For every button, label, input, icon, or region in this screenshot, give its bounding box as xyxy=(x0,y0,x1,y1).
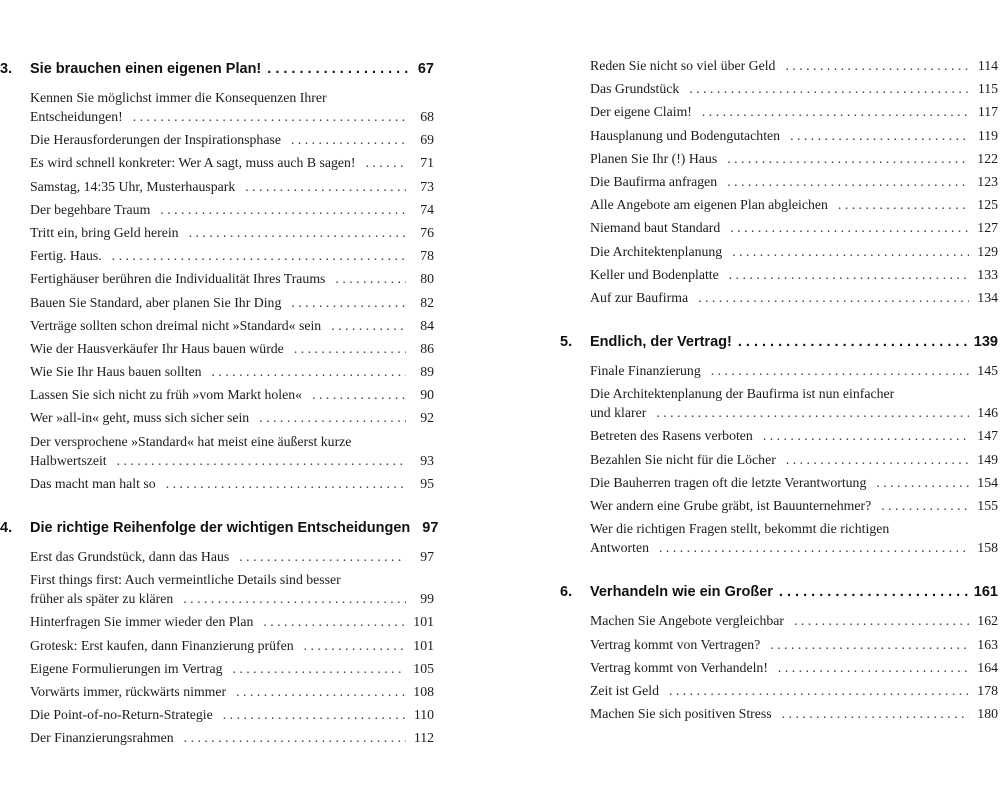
section-gap xyxy=(560,311,998,329)
entry-row xyxy=(590,473,998,492)
chapter-number: 6. xyxy=(560,584,573,601)
entry-row xyxy=(590,450,998,469)
dot-leader xyxy=(160,200,406,219)
entry-row xyxy=(30,177,434,196)
dot-leader xyxy=(838,195,969,214)
toc-entry xyxy=(30,88,434,126)
entry-title-line: Der begehbare Traum xyxy=(30,201,151,217)
entry-row xyxy=(30,339,434,358)
entry-title-line: Reden Sie nicht so viel über Geld xyxy=(590,58,776,73)
dot-leader xyxy=(189,223,406,242)
chapter-number: 3. xyxy=(0,61,13,77)
entry-title-line: Bauen Sie Standard, aber planen Sie Ihr Ding xyxy=(30,294,282,310)
toc-entry xyxy=(590,149,998,168)
entry-title-line: Der eigene Claim! xyxy=(590,104,692,120)
toc-entry xyxy=(30,130,434,149)
entry-row xyxy=(30,589,434,608)
entry-row xyxy=(590,496,998,515)
entry-row xyxy=(590,102,998,121)
toc-entry xyxy=(30,659,434,678)
entry-title-line: Bezahlen Sie nicht für die Löcher xyxy=(590,451,776,467)
toc-entry xyxy=(590,218,998,237)
dot-leader xyxy=(263,612,405,631)
toc-entry xyxy=(590,519,998,557)
dot-leader xyxy=(786,450,969,469)
entry-page-number: 80 xyxy=(420,271,434,287)
entry-title-line: Wer die richtigen Fragen stellt, bekommt die richtigen xyxy=(590,521,890,537)
entry-title-line: Halbwertszeit xyxy=(30,452,107,468)
entry-page-number: 78 xyxy=(420,248,434,264)
section-gap xyxy=(560,561,998,579)
entry-title-line: Eigene Formulierungen im Vertrag xyxy=(30,660,223,676)
entry-title-line: Die Architektenplanung xyxy=(590,243,723,259)
entry-row xyxy=(30,705,434,724)
toc-right-column xyxy=(560,56,998,727)
toc-entry xyxy=(30,547,434,566)
entry-page-number: 145 xyxy=(977,363,998,379)
entry-row xyxy=(590,56,998,75)
entry-page-number: 69 xyxy=(420,132,434,148)
dot-leader xyxy=(211,362,406,381)
toc-entry xyxy=(590,681,998,700)
entry-title-line: Niemand baut Standard xyxy=(590,220,721,236)
toc-entry xyxy=(590,473,998,492)
entry-title-line: Fertig. Haus. xyxy=(30,248,102,264)
entry-page-number: 112 xyxy=(413,730,434,746)
entry-title-line: Wer »all-in« geht, muss sich sicher sein xyxy=(30,410,250,426)
entry-row xyxy=(590,361,998,380)
dot-leader xyxy=(732,242,969,261)
entry-title-line: Hinterfragen Sie immer wieder den Plan xyxy=(30,614,254,630)
entry-title-line: Alle Angebote am eigenen Plan abgleichen xyxy=(590,197,828,213)
dot-leader xyxy=(259,408,406,427)
toc-entry xyxy=(30,474,434,493)
toc-entry xyxy=(590,79,998,98)
toc-entry xyxy=(30,269,434,288)
toc-entry xyxy=(590,288,998,307)
entry-row xyxy=(30,385,434,404)
entry-row xyxy=(30,636,434,655)
entry-page-number: 122 xyxy=(977,150,998,166)
entry-page-number: 178 xyxy=(977,682,998,698)
entry-page-number: 158 xyxy=(977,540,998,556)
dot-leader xyxy=(689,79,970,98)
dot-leader xyxy=(659,538,969,557)
entry-page-number: 155 xyxy=(977,498,998,513)
entry-page-number: 101 xyxy=(413,637,434,653)
entry-title-line: Vertrag kommt von Vertragen? xyxy=(590,636,761,652)
entry-title-line: Der Finanzierungsrahmen xyxy=(30,730,174,746)
entry-title-line: Erst das Grundstück, dann das Haus xyxy=(30,549,230,564)
entry-page-number: 164 xyxy=(977,659,998,675)
entry-title-line: Wer andern eine Grube gräbt, ist Bauunternehmer? xyxy=(590,498,872,513)
chapter-heading xyxy=(560,579,998,605)
entry-page-number: 163 xyxy=(977,636,998,652)
toc-entry xyxy=(590,496,998,515)
toc-entry xyxy=(30,153,434,172)
entry-row xyxy=(590,218,998,237)
dot-leader xyxy=(881,496,969,515)
toc-entry xyxy=(590,704,998,723)
entry-title-line: First things first: Auch vermeintliche Details sind besser xyxy=(30,572,341,588)
entry-row xyxy=(30,451,434,470)
entry-row xyxy=(590,538,998,557)
entry-row xyxy=(30,474,434,493)
entry-title-line: Vertrag kommt von Verhandeln! xyxy=(590,659,768,675)
dot-leader xyxy=(365,153,406,172)
chapter-entries xyxy=(590,611,998,723)
dot-leader xyxy=(183,589,406,608)
chapter-page-number: 67 xyxy=(417,61,434,77)
toc-entry xyxy=(590,611,998,630)
entry-title-line: Wie Sie Ihr Haus bauen sollten xyxy=(30,364,202,380)
entry-row xyxy=(30,130,434,149)
entry-title-line: Antworten xyxy=(590,540,650,556)
toc-entry xyxy=(30,385,434,404)
entry-page-number: 154 xyxy=(977,474,998,490)
entry-page-number: 146 xyxy=(977,405,998,421)
dot-leader xyxy=(779,584,968,600)
entry-row xyxy=(590,635,998,654)
entry-row xyxy=(590,681,998,700)
entry-title-line: Das Grundstück xyxy=(590,81,680,97)
entry-title-line: Es wird schnell konkreter: Wer A sagt, muss auch B sagen! xyxy=(30,155,356,171)
chapter-entries xyxy=(30,547,434,747)
entry-page-number: 84 xyxy=(420,317,434,333)
toc-entry xyxy=(590,102,998,121)
toc-entry xyxy=(590,56,998,75)
entry-row xyxy=(590,265,998,284)
dot-leader xyxy=(312,385,406,404)
dot-leader xyxy=(794,611,969,630)
entry-page-number: 68 xyxy=(420,109,434,124)
entry-title-line: Betreten des Rasens verboten xyxy=(590,428,753,444)
toc-entry xyxy=(590,450,998,469)
dot-leader xyxy=(778,658,969,677)
toc-entry xyxy=(30,339,434,358)
entry-page-number: 149 xyxy=(977,451,998,467)
entry-row xyxy=(30,316,434,335)
entry-row xyxy=(30,659,434,678)
entry-row xyxy=(590,195,998,214)
entry-page-number: 129 xyxy=(977,243,998,259)
entry-title-line: Lassen Sie sich nicht zu früh »vom Markt holen« xyxy=(30,387,303,403)
dot-leader xyxy=(656,403,969,422)
entry-title-line: Grotesk: Erst kaufen, dann Finanzierung prüfen xyxy=(30,637,294,653)
entry-page-number: 90 xyxy=(420,387,434,403)
dot-leader xyxy=(239,547,406,566)
toc-entry xyxy=(30,636,434,655)
dot-leader xyxy=(331,316,406,335)
entry-title-line: Entscheidungen! xyxy=(30,109,123,124)
dot-leader xyxy=(785,56,969,75)
entry-row xyxy=(590,704,998,723)
entry-title-line: Machen Sie sich positiven Stress xyxy=(590,706,772,722)
entry-title-line: Die Herausforderungen der Inspirationsphase xyxy=(30,132,281,148)
entry-title-line: Hausplanung und Bodengutachten xyxy=(590,127,781,143)
chapter-entries xyxy=(590,361,998,557)
entry-title-line: Kennen Sie möglichst immer die Konsequenzen Ihrer xyxy=(30,90,327,105)
entry-page-number: 125 xyxy=(977,197,998,213)
entry-title-line: Fertighäuser berühren die Individualität Ihres Traums xyxy=(30,271,326,287)
dot-leader xyxy=(232,659,405,678)
dot-leader xyxy=(294,339,406,358)
entry-title-line: Samstag, 14:35 Uhr, Musterhauspark xyxy=(30,178,236,194)
entry-page-number: 97 xyxy=(420,549,434,564)
toc-entry xyxy=(30,246,434,265)
entry-row xyxy=(30,223,434,242)
dot-leader xyxy=(669,681,969,700)
toc-entry xyxy=(590,126,998,145)
entry-page-number: 86 xyxy=(420,340,434,356)
toc-entry xyxy=(590,384,998,422)
entry-row xyxy=(590,79,998,98)
entry-title-line: Keller und Bodenplatte xyxy=(590,266,719,282)
dot-leader xyxy=(291,130,406,149)
chapter-title: Die richtige Reihenfolge der wichtigen Entscheidungen xyxy=(30,520,411,536)
entry-title-line: Machen Sie Angebote vergleichbar xyxy=(590,613,784,629)
entry-page-number: 76 xyxy=(420,224,434,240)
chapter-page-number: 139 xyxy=(973,334,998,351)
entry-row xyxy=(30,728,434,747)
chapter-heading xyxy=(0,56,434,82)
entry-row xyxy=(30,153,434,172)
entry-row xyxy=(30,269,434,288)
toc-entry xyxy=(30,705,434,724)
dot-leader xyxy=(335,269,406,288)
toc-entry xyxy=(590,172,998,191)
toc-entry xyxy=(30,728,434,747)
toc-entry xyxy=(30,316,434,335)
entry-row xyxy=(30,107,434,126)
chapter-title: Endlich, der Vertrag! xyxy=(590,334,732,351)
entry-page-number: 71 xyxy=(420,155,434,171)
toc-entry xyxy=(30,432,434,470)
entry-page-number: 73 xyxy=(420,178,434,194)
entry-page-number: 114 xyxy=(977,58,998,73)
entry-page-number: 89 xyxy=(420,364,434,380)
dot-leader xyxy=(117,451,406,470)
entry-title-line: Auf zur Baufirma xyxy=(590,289,689,305)
dot-leader xyxy=(763,426,969,445)
entry-row xyxy=(590,126,998,145)
chapter-heading xyxy=(560,329,998,355)
chapter-number: 5. xyxy=(560,334,573,351)
section-gap xyxy=(0,497,434,515)
entry-page-number: 95 xyxy=(420,475,434,491)
dot-leader xyxy=(133,107,406,126)
toc-entry xyxy=(30,293,434,312)
dot-leader xyxy=(782,704,970,723)
dot-leader xyxy=(291,293,406,312)
dot-leader xyxy=(245,177,406,196)
entry-page-number: 92 xyxy=(420,410,434,426)
entry-title-line: früher als später zu klären xyxy=(30,591,174,607)
chapter-entries xyxy=(30,88,434,493)
entry-row xyxy=(590,172,998,191)
dot-leader xyxy=(166,474,406,493)
entry-row xyxy=(30,362,434,381)
entry-row xyxy=(30,408,434,427)
chapter-page-number: 97 xyxy=(422,520,439,536)
dot-leader xyxy=(730,218,969,237)
entry-page-number: 134 xyxy=(977,289,998,305)
chapter-page-number: 161 xyxy=(973,584,998,601)
dot-leader xyxy=(184,728,406,747)
entry-page-number: 180 xyxy=(977,706,998,722)
entry-page-number: 119 xyxy=(977,127,998,143)
entry-page-number: 115 xyxy=(977,81,998,97)
dot-leader xyxy=(876,473,969,492)
entry-title-line: Die Baufirma anfragen xyxy=(590,173,718,189)
dot-leader xyxy=(770,635,969,654)
entry-row xyxy=(590,658,998,677)
toc-entry xyxy=(30,200,434,219)
entry-row xyxy=(30,293,434,312)
dot-leader xyxy=(304,636,406,655)
dot-leader xyxy=(729,265,970,284)
entry-title-line: Zeit ist Geld xyxy=(590,682,659,698)
entry-page-number: 127 xyxy=(977,220,998,236)
entry-row xyxy=(590,426,998,445)
toc-entry xyxy=(590,361,998,380)
toc-entry xyxy=(590,426,998,445)
toc-entry xyxy=(590,635,998,654)
toc-entry xyxy=(30,682,434,701)
entry-row xyxy=(30,612,434,631)
dot-leader xyxy=(711,361,970,380)
entry-row xyxy=(30,682,434,701)
entry-page-number: 123 xyxy=(977,173,998,189)
toc-entry xyxy=(30,612,434,631)
dot-leader xyxy=(112,246,406,265)
entry-row xyxy=(30,200,434,219)
entry-row xyxy=(590,242,998,261)
dot-leader xyxy=(236,682,405,701)
entry-title-line: Die Bauherren tragen oft die letzte Verantwortung xyxy=(590,474,867,490)
dot-leader xyxy=(738,334,968,350)
entry-row xyxy=(590,149,998,168)
dot-leader xyxy=(223,705,406,724)
entry-title-line: Der versprochene »Standard« hat meist eine äußerst kurze xyxy=(30,433,352,449)
entry-title-line: Vorwärts immer, rückwärts nimmer xyxy=(30,683,227,699)
toc-entry xyxy=(30,408,434,427)
entry-title-line: Die Architektenplanung der Baufirma ist nun einfacher xyxy=(590,386,895,402)
entry-title-line: Tritt ein, bring Geld herein xyxy=(30,224,179,240)
entry-row xyxy=(590,403,998,422)
entry-page-number: 99 xyxy=(420,591,434,607)
entry-row xyxy=(590,288,998,307)
entry-row xyxy=(30,547,434,566)
dot-leader xyxy=(790,126,970,145)
entry-title-line: Finale Finanzierung xyxy=(590,363,701,379)
toc-entry xyxy=(30,570,434,608)
entry-page-number: 74 xyxy=(420,201,434,217)
chapter-title: Verhandeln wie ein Großer xyxy=(590,584,773,601)
entry-page-number: 147 xyxy=(977,428,998,444)
entry-title-line: Das macht man halt so xyxy=(30,475,156,491)
chapter-number: 4. xyxy=(0,520,13,536)
entry-page-number: 101 xyxy=(413,614,434,630)
chapter-entries xyxy=(590,56,998,307)
entry-page-number: 82 xyxy=(420,294,434,310)
dot-leader xyxy=(267,61,412,77)
entry-page-number: 93 xyxy=(420,452,434,468)
entry-page-number: 110 xyxy=(413,707,434,723)
toc-entry xyxy=(30,223,434,242)
entry-page-number: 108 xyxy=(413,683,434,699)
entry-row xyxy=(30,246,434,265)
entry-title-line: und klarer xyxy=(590,405,647,421)
toc-entry xyxy=(590,242,998,261)
dot-leader xyxy=(727,172,969,191)
chapter-title: Sie brauchen einen eigenen Plan! xyxy=(30,61,262,77)
entry-title-line: Wie der Hausverkäufer Ihr Haus bauen würde xyxy=(30,340,284,356)
dot-leader xyxy=(727,149,969,168)
dot-leader xyxy=(698,288,969,307)
entry-row xyxy=(590,611,998,630)
toc-entry xyxy=(590,265,998,284)
toc-left-column xyxy=(0,56,439,752)
entry-page-number: 162 xyxy=(977,613,998,629)
toc-entry xyxy=(590,658,998,677)
entry-title-line: Verträge sollten schon dreimal nicht »Standard« sein xyxy=(30,317,322,333)
entry-title-line: Die Point-of-no-Return-Strategie xyxy=(30,707,213,723)
entry-title-line: Planen Sie Ihr (!) Haus xyxy=(590,150,718,166)
entry-page-number: 117 xyxy=(977,104,998,120)
entry-page-number: 133 xyxy=(977,266,998,282)
toc-entry xyxy=(30,177,434,196)
chapter-heading xyxy=(0,515,439,541)
toc-entry xyxy=(590,195,998,214)
entry-page-number: 105 xyxy=(413,660,434,676)
toc-entry xyxy=(30,362,434,381)
dot-leader xyxy=(702,102,970,121)
